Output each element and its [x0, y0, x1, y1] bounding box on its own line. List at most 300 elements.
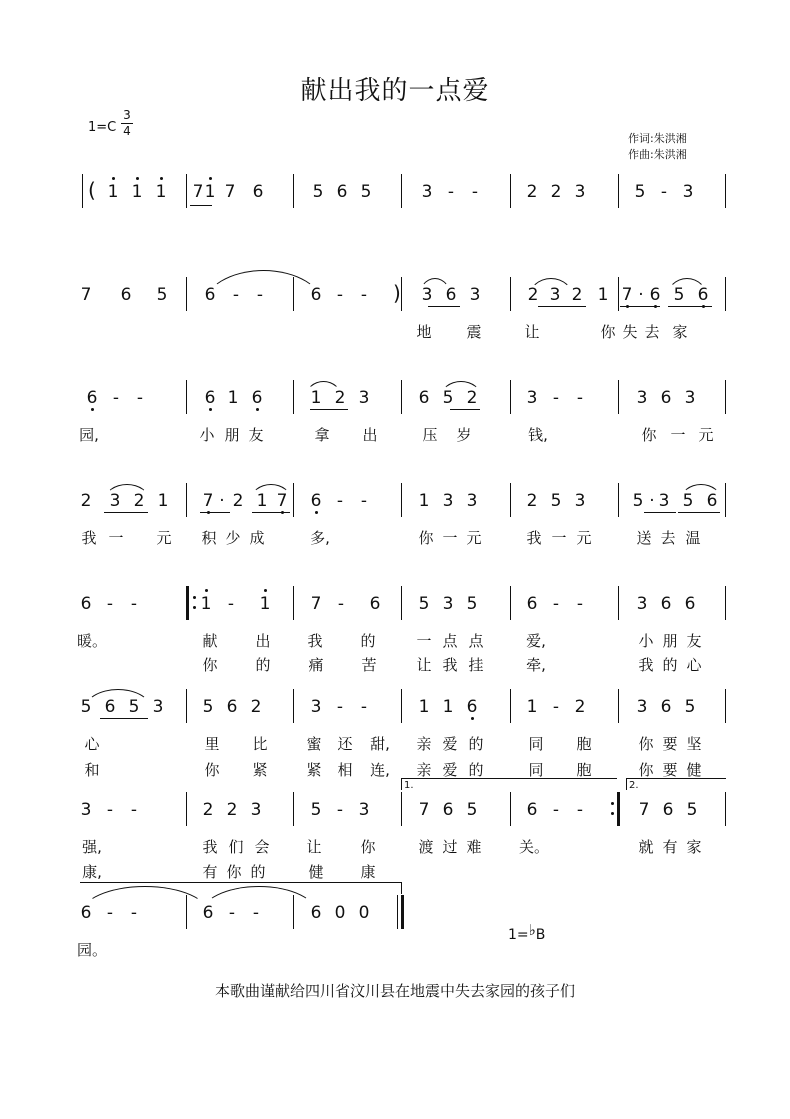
note: 2 — [571, 285, 583, 305]
lyric-verse1: 亲 — [416, 735, 432, 753]
note: 5 — [673, 285, 685, 305]
note: 7 — [224, 182, 236, 202]
barline — [618, 380, 619, 414]
barline — [401, 483, 402, 517]
note: 6 — [526, 594, 538, 614]
note: 5 — [156, 285, 168, 305]
lyric-verse1: 一 — [416, 632, 432, 650]
lyric-verse2: 连, — [370, 761, 390, 779]
note: 3 — [526, 388, 538, 408]
note: 7 — [418, 800, 430, 820]
lyric-verse1: 们 — [228, 838, 244, 856]
lyric-verse1: 你 — [600, 323, 616, 341]
note: · — [219, 491, 225, 511]
note: 7 — [310, 594, 322, 614]
paren: ( — [88, 178, 96, 202]
beam-underline — [538, 306, 586, 307]
lyric-verse1: 就 — [638, 838, 654, 856]
note: 3 — [469, 285, 481, 305]
note: 6 — [80, 903, 92, 923]
note: - — [552, 594, 560, 614]
note: 1 — [259, 594, 271, 614]
lyric-verse1: 友 — [686, 632, 702, 650]
note: - — [576, 800, 584, 820]
lower-octave-dot — [471, 717, 474, 720]
note: 1 — [442, 697, 454, 717]
barline — [510, 483, 511, 517]
note: - — [106, 800, 114, 820]
lyric-verse2: 胞 — [576, 761, 592, 779]
note: 6 — [649, 285, 661, 305]
note: 7 — [80, 285, 92, 305]
note: 1 — [418, 491, 430, 511]
note: 5 — [632, 491, 644, 511]
lyric-verse2: 紧 — [252, 761, 268, 779]
barline — [186, 380, 187, 414]
barline — [186, 277, 187, 311]
note: 7 — [638, 800, 650, 820]
slur — [203, 270, 324, 307]
note: - — [337, 594, 345, 614]
lyric-verse1: 一 — [108, 529, 124, 547]
note: 5 — [310, 800, 322, 820]
lyric-verse2: 苦 — [361, 656, 377, 674]
lyric-verse1: 坚 — [686, 735, 702, 753]
page-title: 献出我的一点爱 — [300, 76, 490, 106]
note: 6 — [252, 182, 264, 202]
beam-underline — [668, 306, 712, 307]
lyric-verse1: 的 — [468, 735, 484, 753]
note: 6 — [706, 491, 718, 511]
note: 2 — [550, 182, 562, 202]
volta-line-return — [401, 882, 402, 894]
lyric-verse1: 朋 — [224, 426, 240, 444]
slur — [418, 278, 452, 299]
lyric-verse1: 元 — [576, 529, 592, 547]
lyric-verse1: 蜜 — [306, 735, 322, 753]
barline — [293, 689, 294, 723]
slur — [680, 484, 722, 501]
lyric-verse1: 里 — [204, 735, 220, 753]
beam-underline — [620, 306, 660, 307]
lyric-verse1: 元 — [466, 529, 482, 547]
barline — [725, 689, 726, 723]
barline — [510, 277, 511, 311]
upper-octave-dot — [160, 177, 163, 180]
note: - — [447, 182, 455, 202]
note: - — [336, 285, 344, 305]
note: 2 — [466, 388, 478, 408]
note: 5 — [360, 182, 372, 202]
note: - — [112, 388, 120, 408]
note: - — [228, 903, 236, 923]
barline — [293, 380, 294, 414]
lyric-verse1: 胞 — [576, 735, 592, 753]
note: 1 — [155, 182, 167, 202]
lyric-verse1: 一 — [442, 529, 458, 547]
barline — [401, 792, 402, 826]
lyric-verse2: 你 — [638, 761, 654, 779]
note: - — [576, 594, 584, 614]
lyric-verse2: 我 — [638, 656, 654, 674]
beam-underline — [252, 512, 290, 513]
lyric-verse2: 紧 — [306, 761, 322, 779]
beam-underline — [644, 512, 676, 513]
note: 3 — [358, 388, 370, 408]
note: - — [130, 594, 138, 614]
lyric-verse1: 渡 — [418, 838, 434, 856]
lyric-verse1: 要 — [662, 735, 678, 753]
note: 3 — [310, 697, 322, 717]
dedication: 本歌曲谨献给四川省汶川县在地震中失去家园的孩子们 — [214, 982, 575, 1000]
note: 2 — [133, 491, 145, 511]
note: - — [360, 285, 368, 305]
note: 3 — [358, 800, 370, 820]
note: - — [552, 697, 560, 717]
barline — [82, 174, 83, 208]
note: 7 — [621, 285, 633, 305]
lyric-verse1: 我 — [202, 838, 218, 856]
lyric-verse1: 过 — [442, 838, 458, 856]
note: - — [471, 182, 479, 202]
time-signature-bottom: 4 — [123, 124, 131, 138]
note: 7 — [202, 491, 214, 511]
note: 3 — [80, 800, 92, 820]
note: 3 — [250, 800, 262, 820]
barline — [293, 586, 294, 620]
note: - — [130, 903, 138, 923]
lyric-verse2: 痛 — [308, 656, 324, 674]
lower-octave-dot — [315, 511, 318, 514]
lyric-verse1: 关。 — [519, 838, 550, 856]
barline — [186, 174, 187, 208]
slur — [104, 484, 150, 501]
lyric-verse1: 家 — [686, 838, 702, 856]
note: - — [227, 594, 235, 614]
note: 6 — [445, 285, 457, 305]
note: 2 — [232, 491, 244, 511]
note: - — [136, 388, 144, 408]
lyric-verse1: 温 — [685, 529, 701, 547]
lyric-verse1: 你 — [360, 838, 376, 856]
note: - — [130, 800, 138, 820]
lyric-verse2: 的 — [468, 761, 484, 779]
beam-underline — [310, 409, 348, 410]
lower-octave-dot — [256, 408, 259, 411]
slur — [80, 886, 210, 915]
note: 6 — [204, 285, 216, 305]
lyric-verse1: 会 — [254, 838, 270, 856]
note: 3 — [442, 491, 454, 511]
note: 6 — [466, 697, 478, 717]
slur — [250, 484, 292, 501]
slur — [666, 278, 708, 299]
lyric-verse1: 友 — [248, 426, 264, 444]
lyric-verse2: 健 — [308, 863, 324, 881]
final-barline-thin — [397, 895, 398, 929]
lower-octave-dot — [209, 408, 212, 411]
note: - — [252, 903, 260, 923]
volta-bracket-return — [80, 882, 402, 883]
volta-bracket-1 — [401, 778, 617, 779]
beam-underline — [100, 718, 148, 719]
note: - — [576, 388, 584, 408]
note: 6 — [226, 697, 238, 717]
upper-octave-dot — [264, 589, 267, 592]
upper-octave-dot — [205, 589, 208, 592]
lyric-verse1: 地 — [416, 323, 432, 341]
beam-underline — [428, 306, 460, 307]
note: 1 — [227, 388, 239, 408]
key-signature: 1=C — [88, 120, 117, 135]
lyric-verse1: 成 — [249, 529, 265, 547]
lyric-verse2: 的 — [662, 656, 678, 674]
lyric-verse1: 让 — [306, 838, 322, 856]
note: 5 — [466, 800, 478, 820]
lyric-verse1: 园, — [79, 426, 99, 444]
note: 5 — [686, 800, 698, 820]
note: · — [638, 285, 644, 305]
note: 3 — [442, 594, 454, 614]
barline — [510, 380, 511, 414]
lyric-verse1: 我 — [81, 529, 97, 547]
note: - — [336, 697, 344, 717]
note: 5 — [418, 594, 430, 614]
barline — [401, 174, 402, 208]
note: - — [232, 285, 240, 305]
note: 2 — [226, 800, 238, 820]
note: 6 — [336, 182, 348, 202]
note: 6 — [310, 285, 322, 305]
volta-bracket-2 — [626, 778, 726, 779]
key-change — [508, 921, 546, 943]
key-change-prefix: 1= — [508, 927, 529, 943]
note: 6 — [526, 800, 538, 820]
lyric-verse1: 震 — [466, 323, 482, 341]
lyric-verse1: 同 — [528, 735, 544, 753]
lyric-verse2: 相 — [337, 761, 353, 779]
note: 3 — [421, 182, 433, 202]
note: 0 — [358, 903, 370, 923]
composer-credit: 作曲:朱洪湘 — [628, 148, 687, 161]
barline — [725, 792, 726, 826]
barline — [510, 174, 511, 208]
barline — [186, 689, 187, 723]
lyric-verse1: 甜, — [370, 735, 390, 753]
note: 3 — [466, 491, 478, 511]
lyric-verse2: 要 — [662, 761, 678, 779]
note: 1 — [107, 182, 119, 202]
time-signature-top: 3 — [123, 108, 131, 122]
slur — [84, 689, 152, 710]
lyric-verse1: 强, — [82, 838, 102, 856]
note: 1 — [204, 182, 216, 202]
note: 2 — [527, 285, 539, 305]
upper-octave-dot — [209, 177, 212, 180]
repeat-start-thick — [186, 586, 189, 620]
barline — [401, 277, 402, 311]
note: 5 — [684, 697, 696, 717]
note: 5 — [682, 491, 694, 511]
note: 6 — [660, 388, 672, 408]
repeat-dot — [193, 596, 196, 599]
lyric-verse1: 你 — [641, 426, 657, 444]
barline — [186, 483, 187, 517]
lyric-verse2: 健 — [686, 761, 702, 779]
barline — [293, 174, 294, 208]
note: 3 — [152, 697, 164, 717]
lyric-verse2: 有 — [202, 863, 218, 881]
lyric-verse1: 爱, — [526, 632, 546, 650]
barline — [618, 277, 619, 311]
note: - — [336, 800, 344, 820]
lyric-verse1: 压 — [422, 426, 438, 444]
paren: ) — [393, 281, 401, 305]
barline — [725, 277, 726, 311]
beam-underline — [200, 512, 230, 513]
note: - — [256, 285, 264, 305]
note: 3 — [574, 182, 586, 202]
note: - — [106, 903, 114, 923]
note: 6 — [697, 285, 709, 305]
note: 6 — [204, 388, 216, 408]
note: - — [106, 594, 114, 614]
lyric-verse1: 去 — [644, 323, 660, 341]
note: 5 — [312, 182, 324, 202]
note: 6 — [310, 491, 322, 511]
volta-line-2 — [626, 778, 627, 790]
barline — [725, 483, 726, 517]
beam-underline — [104, 512, 148, 513]
lyric-verse2: 你 — [202, 656, 218, 674]
lyric-verse2: 你 — [204, 761, 220, 779]
note: 5 — [550, 491, 562, 511]
note: 2 — [334, 388, 346, 408]
upper-octave-dot — [136, 177, 139, 180]
note: 3 — [658, 491, 670, 511]
note: 6 — [310, 903, 322, 923]
note: 6 — [662, 800, 674, 820]
slur — [200, 886, 318, 915]
slur — [440, 381, 482, 398]
lyric-verse1: 去 — [660, 529, 676, 547]
lyric-verse1: 的 — [360, 632, 376, 650]
note: - — [336, 491, 344, 511]
lyric-verse1: 岁 — [456, 426, 472, 444]
note: 5 — [442, 388, 454, 408]
lyric-verse1: 还 — [337, 735, 353, 753]
barline — [401, 380, 402, 414]
note: 3 — [574, 491, 586, 511]
volta-label-2: 2. — [629, 780, 639, 791]
note: 1 — [131, 182, 143, 202]
lyric-verse1: 出 — [362, 426, 378, 444]
note: 6 — [660, 594, 672, 614]
lyric-verse2: 你 — [226, 863, 242, 881]
note: 6 — [80, 594, 92, 614]
lyric-verse1: 小 — [638, 632, 654, 650]
note: 5 — [80, 697, 92, 717]
repeat-end-thick — [617, 792, 620, 826]
barline — [401, 586, 402, 620]
volta-line-1 — [401, 778, 402, 790]
lyric-verse1: 多, — [310, 529, 330, 547]
note: 5 — [466, 594, 478, 614]
note: 0 — [334, 903, 346, 923]
lyricist-credit: 作词:朱洪湘 — [628, 132, 687, 145]
note: 2 — [574, 697, 586, 717]
note: 7 — [276, 491, 288, 511]
lyric-verse1: 失 — [622, 323, 638, 341]
lyric-verse1: 比 — [252, 735, 268, 753]
barline — [401, 689, 402, 723]
upper-octave-dot — [112, 177, 115, 180]
barline — [725, 380, 726, 414]
note: - — [552, 388, 560, 408]
barline — [293, 792, 294, 826]
lyric-verse1: 少 — [225, 529, 241, 547]
repeat-dot — [193, 606, 196, 609]
lyric-verse2: 的 — [255, 656, 271, 674]
note: 2 — [526, 182, 538, 202]
note: 6 — [369, 594, 381, 614]
lyric-verse1: 园。 — [77, 941, 108, 959]
barline — [618, 483, 619, 517]
lyric-verse1: 家 — [672, 323, 688, 341]
lyric-verse1: 你 — [418, 529, 434, 547]
beam-underline — [678, 512, 720, 513]
note: 3 — [682, 182, 694, 202]
lyric-verse1: 点 — [468, 632, 484, 650]
lyric-verse1: 献 — [202, 632, 218, 650]
note: 6 — [684, 594, 696, 614]
note: · — [649, 491, 655, 511]
barline — [510, 792, 511, 826]
lyric-verse1: 元 — [156, 529, 172, 547]
lyric-verse1: 送 — [636, 529, 652, 547]
lyric-verse1: 难 — [466, 838, 482, 856]
note: 5 — [634, 182, 646, 202]
slur — [305, 381, 342, 398]
note: 2 — [250, 697, 262, 717]
lyric-verse1: 爱 — [442, 735, 458, 753]
note: 2 — [526, 491, 538, 511]
note: 3 — [421, 285, 433, 305]
lyric-verse1: 小 — [199, 426, 215, 444]
lyric-verse2: 让 — [416, 656, 432, 674]
lower-octave-dot — [91, 408, 94, 411]
repeat-dot — [611, 802, 614, 805]
lyric-verse1: 一 — [551, 529, 567, 547]
barline — [618, 174, 619, 208]
note: 6 — [202, 903, 214, 923]
lyric-verse2: 的 — [250, 863, 266, 881]
time-signature — [120, 108, 134, 139]
note: - — [360, 697, 368, 717]
final-barline-thick — [401, 895, 404, 929]
lyric-verse2: 牵, — [526, 656, 546, 674]
note: 3 — [636, 697, 648, 717]
barline — [510, 689, 511, 723]
key-change-note: B — [535, 927, 546, 943]
beam-underline — [450, 409, 480, 410]
lyric-verse1: 点 — [442, 632, 458, 650]
lyric-verse2: 和 — [84, 761, 100, 779]
barline — [725, 174, 726, 208]
note: 5 — [202, 697, 214, 717]
lyric-verse2: 康, — [82, 863, 102, 881]
note: 6 — [104, 697, 116, 717]
